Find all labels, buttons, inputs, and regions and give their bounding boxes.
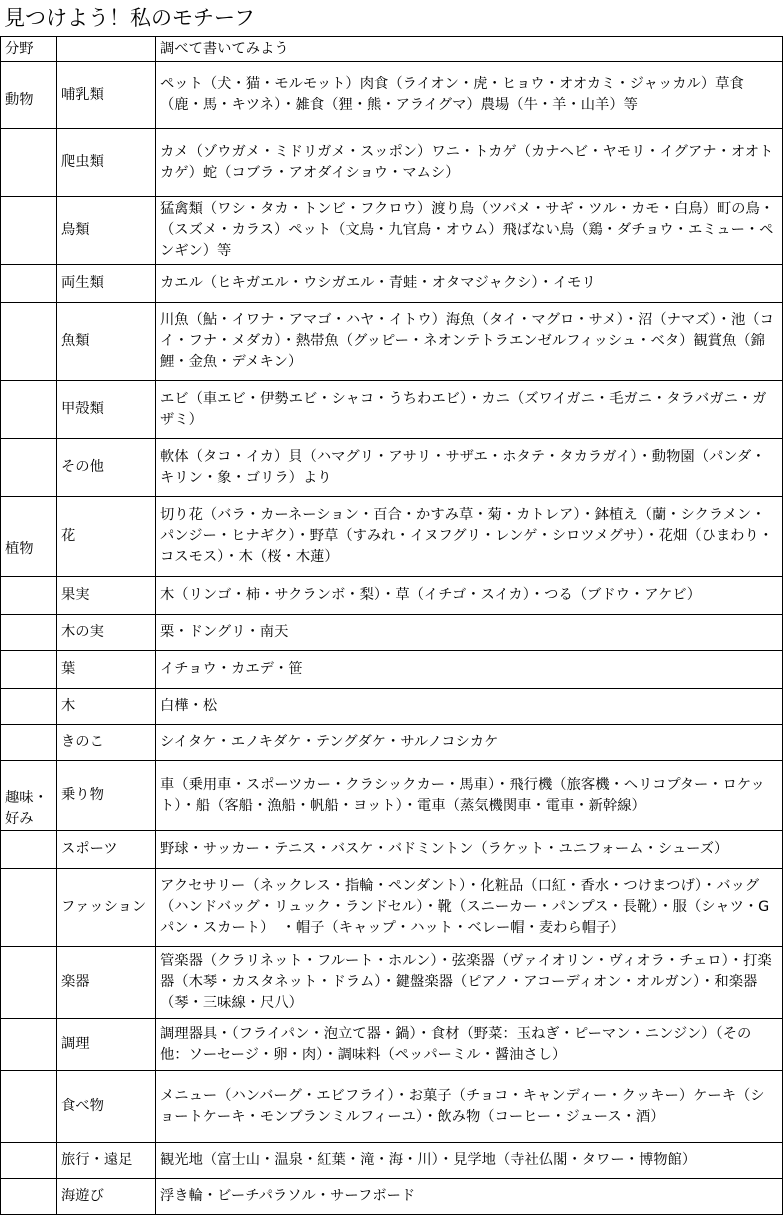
motif-examples: 木（リンゴ・柿・サクランボ・梨）・草（イチゴ・スイカ）・つる（ブドウ・アケビ）: [156, 577, 783, 615]
motif-row: [1, 725, 783, 761]
motif-row: [1, 1179, 783, 1215]
category-cell-continued: [1, 1179, 57, 1215]
motif-row: [1, 1143, 783, 1179]
motif-examples: 白樺・松: [156, 689, 783, 725]
subcategory-label: 楽器: [57, 947, 156, 1019]
subcategory-label: きのこ: [57, 725, 156, 761]
motif-row: [1, 497, 783, 577]
subcategory-label: 乗り物: [57, 761, 156, 831]
motif-examples: 観光地（富士山・温泉・紅葉・滝・海・川）・見学地（寺社仏閣・タワー・博物館）: [156, 1143, 783, 1179]
category-cell-continued: [1, 577, 57, 615]
subcategory-label: 木の実: [57, 615, 156, 651]
category-cell-continued: [1, 615, 57, 651]
motif-row: [1, 615, 783, 651]
subcategory-label: 甲殻類: [57, 381, 156, 439]
category-cell: [1, 62, 57, 129]
motif-examples: カメ（ゾウガメ・ミドリガメ・スッポン）ワニ・トカゲ（カナヘビ・ヤモリ・イグアナ・オオトカゲ）蛇（コブラ・アオダイショウ・マムシ）: [156, 129, 783, 197]
subcategory-label: 爬虫類: [57, 129, 156, 197]
motif-row: [1, 651, 783, 689]
category-cell-continued: [1, 381, 57, 439]
motif-row: [1, 947, 783, 1019]
motif-row: [1, 197, 783, 265]
motif-examples: 浮き輪・ビーチパラソル・サーフボード: [156, 1179, 783, 1215]
category-cell-continued: [1, 689, 57, 725]
motif-row: [1, 1071, 783, 1143]
category-cell-continued: [1, 303, 57, 381]
subcategory-label: ファッション: [57, 869, 156, 947]
motif-examples: 野球・サッカー・テニス・バスケ・バドミントン（ラケット・ユニフォーム・シューズ）: [156, 831, 783, 869]
category-cell-continued: [1, 1143, 57, 1179]
motif-examples: ペット（犬・猫・モルモット）肉食（ライオン・虎・ヒョウ・オオカミ・ジャッカル）草食（鹿・馬・キツネ）・雑食（狸・熊・アライグマ）農場（牛・羊・山羊）等: [156, 62, 783, 129]
subcategory-label: 鳥類: [57, 197, 156, 265]
category-cell-continued: [1, 129, 57, 197]
category-cell-continued: [1, 1071, 57, 1143]
subcategory-label: 旅行・遠足: [57, 1143, 156, 1179]
subcategory-label: 両生類: [57, 265, 156, 303]
subcategory-label: その他: [57, 439, 156, 497]
header-blank: [57, 37, 156, 62]
category-cell-continued: [1, 725, 57, 761]
motif-examples: イチョウ・カエデ・笹: [156, 651, 783, 689]
motif-examples: アクセサリー（ネックレス・指輪・ペンダント）・化粧品（口紅・香水・つけまつげ）・バッグ（ハンドバッグ・リュック・ランドセル）・靴（スニーカー・パンプス・長靴）・服（シャツ・Gパン・スカート） ・帽子（キャップ・ハット・ベレー帽・麦わら帽子）: [156, 869, 783, 947]
category-cell: [1, 497, 57, 577]
motif-examples: メニュー（ハンバーグ・エビフライ）・お菓子（チョコ・キャンディー・クッキー）ケーキ（ショートケーキ・モンブランミルフィーユ）・飲み物（コーヒー・ジュース・酒）: [156, 1071, 783, 1143]
motif-row: [1, 689, 783, 725]
category-cell-continued: [1, 947, 57, 1019]
motif-row: [1, 1019, 783, 1071]
motif-examples: カエル（ヒキガエル・ウシガエル・青蛙・オタマジャクシ）・イモリ: [156, 265, 783, 303]
motif-examples: 車（乗用車・スポーツカー・クラシックカー・馬車）・飛行機（旅客機・ヘリコプター・ロケット）・船（客船・漁船・帆船・ヨット）・電車（蒸気機関車・電車・新幹線）: [156, 761, 783, 831]
category-cell-continued: [1, 197, 57, 265]
category-cell-continued: [1, 651, 57, 689]
subcategory-label: 魚類: [57, 303, 156, 381]
motif-examples: 調理器具・（フライパン・泡立て器・鍋）・食材（野菜：玉ねぎ・ピーマン・ニンジン）（その他：ソーセージ・卵・肉）・調味料（ペッパーミル・醤油さし）: [156, 1019, 783, 1071]
motif-row: [1, 129, 783, 197]
category-label: 動物: [5, 91, 34, 108]
header-research: 調べて書いてみよう: [156, 37, 783, 62]
motif-examples: 軟体（タコ・イカ）貝（ハマグリ・アサリ・サザエ・ホタテ・タカラガイ）・動物園（パンダ・キリン・象・ゴリラ）より: [156, 439, 783, 497]
subcategory-label: 葉: [57, 651, 156, 689]
motif-examples: エビ（車エビ・伊勢エビ・シャコ・うちわエビ）・カニ（ズワイガニ・毛ガニ・タラバガニ・ガザミ）: [156, 381, 783, 439]
subcategory-label: スポーツ: [57, 831, 156, 869]
motif-examples: 管楽器（クラリネット・フルート・ホルン）・弦楽器（ヴァイオリン・ヴィオラ・チェロ）・打楽器（木琴・カスタネット・ドラム）・鍵盤楽器（ピアノ・アコーディオン・オルガン）・和楽器（琴・三味線・尺八）: [156, 947, 783, 1019]
motif-row: [1, 869, 783, 947]
category-label: 趣味・好み: [5, 789, 48, 827]
category-cell-continued: [1, 831, 57, 869]
header-row: [1, 37, 783, 62]
motif-examples: 猛禽類（ワシ・タカ・トンビ・フクロウ）渡り鳥（ツバメ・サギ・ツル・カモ・白鳥）町の鳥・（スズメ・カラス）ペット（文鳥・九官鳥・オウム）飛ばない鳥（鶏・ダチョウ・エミュー・ペンギン）等: [156, 197, 783, 265]
page-title: 見つけよう！私のモチーフ: [4, 6, 255, 30]
motif-row: [1, 303, 783, 381]
subcategory-label: 海遊び: [57, 1179, 156, 1215]
motif-row: [1, 761, 783, 831]
motif-row: [1, 62, 783, 129]
subcategory-label: 哺乳類: [57, 62, 156, 129]
motif-row: [1, 381, 783, 439]
motif-examples: 切り花（バラ・カーネーション・百合・かすみ草・菊・カトレア）・鉢植え（蘭・シクラメン・パンジー・ヒナギク）・野草（すみれ・イヌフグリ・レンゲ・シロツメグサ）・花畑（ひまわり・コスモス）・木（桜・木蓮）: [156, 497, 783, 577]
motif-examples: 栗・ドングリ・南天: [156, 615, 783, 651]
subcategory-label: 果実: [57, 577, 156, 615]
category-label: 植物: [5, 541, 34, 557]
category-cell-continued: [1, 1019, 57, 1071]
subcategory-label: 調理: [57, 1019, 156, 1071]
motif-row: [1, 831, 783, 869]
category-cell-continued: [1, 439, 57, 497]
motif-examples: 川魚（鮎・イワナ・アマゴ・ハヤ・イトウ）海魚（タイ・マグロ・サメ）・沼（ナマズ）・池（コイ・フナ・メダカ）・熱帯魚（グッピー・ネオンテトラエンゼルフィッシュ・ベタ）観賞魚（錦鯉・金魚・デメキン）: [156, 303, 783, 381]
motif-table-body: [1, 37, 783, 1215]
motif-table: [0, 36, 783, 1215]
subcategory-label: 花: [57, 497, 156, 577]
category-cell-continued: [1, 265, 57, 303]
motif-row: [1, 577, 783, 615]
category-cell-continued: [1, 869, 57, 947]
motif-row: [1, 439, 783, 497]
header-field: 分野: [1, 37, 57, 62]
motif-row: [1, 265, 783, 303]
subcategory-label: 食べ物: [57, 1071, 156, 1143]
subcategory-label: 木: [57, 689, 156, 725]
motif-examples: シイタケ・エノキダケ・テングダケ・サルノコシカケ: [156, 725, 783, 761]
category-cell: [1, 761, 57, 831]
